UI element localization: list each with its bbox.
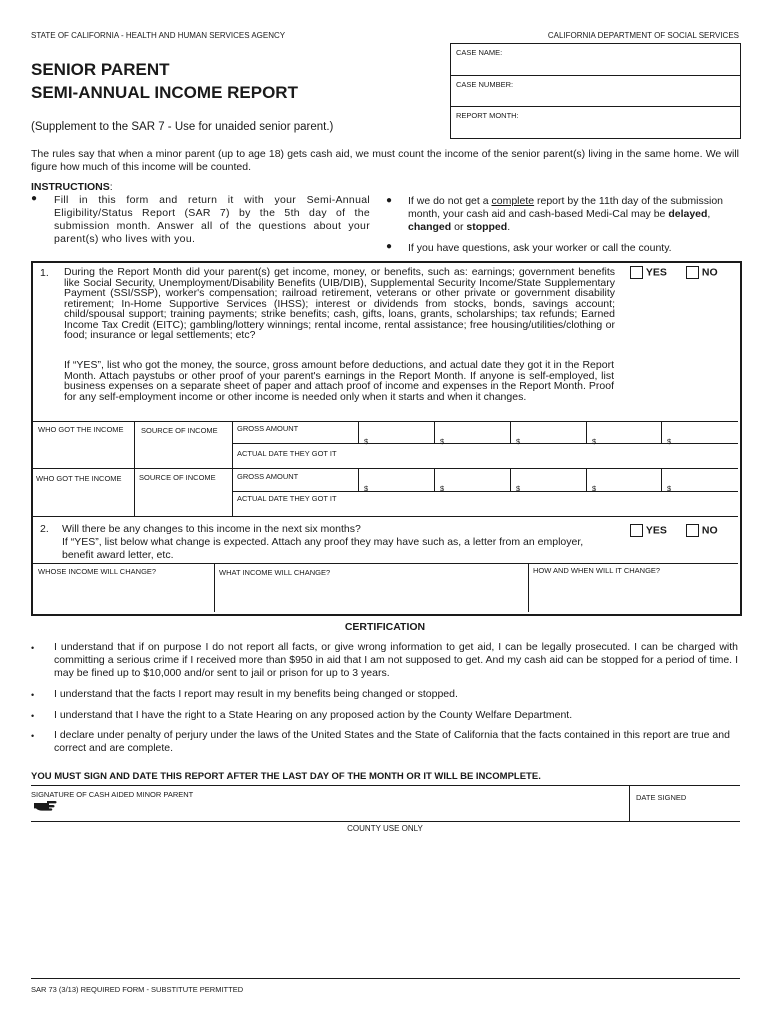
form-subtitle: (Supplement to the SAR 7 - Use for unaided senior parent.) <box>31 121 334 133</box>
bullet-icon: • <box>31 643 35 653</box>
signature-label: SIGNATURE OF CASH AIDED MINOR PARENT <box>31 790 194 799</box>
dollar-sign: $ <box>364 437 369 446</box>
dollar-sign: $ <box>364 484 369 493</box>
cert-item-2: I understand that the facts I report may result in my benefits being changed or stopped. <box>54 688 458 700</box>
case-number-label: CASE NUMBER: <box>456 80 514 89</box>
sign-warning: YOU MUST SIGN AND DATE THIS REPORT AFTER THE LAST DAY OF THE MONTH OR IT WILL BE INCOMPLETE. <box>31 771 541 782</box>
instructions-heading: INSTRUCTIONS: <box>31 181 113 193</box>
source-of-income-label: SOURCE OF INCOME <box>141 426 218 435</box>
form-footer: SAR 73 (3/13) REQUIRED FORM - SUBSTITUTE PERMITTED <box>31 985 244 994</box>
q1-no-option[interactable]: NO <box>686 266 718 279</box>
bullet-icon: • <box>31 690 35 700</box>
gross-amount-label: GROSS AMOUNT <box>237 472 299 481</box>
county-use-label: COUNTY USE ONLY <box>347 824 423 833</box>
source-of-income-label: SOURCE OF INCOME <box>139 473 216 482</box>
bullet-icon: • <box>31 711 35 721</box>
case-number-field[interactable] <box>456 90 736 105</box>
q1-followup: If “YES”, list who got the money, the source, gross amount before deductions, and actual date they got it in the Report Month. Attach paystubs or other proof of your parent's earnings in the Report Month. If anyone is self-employed, list business expenses on a separate sheet of paper and attach proof of income and expenses in the Report Month. Proof for any self-employment income or other income is needed only when it starts and when it changes. <box>64 359 614 403</box>
q2-no-checkbox[interactable] <box>686 524 699 537</box>
report-month-label: REPORT MONTH: <box>456 111 519 120</box>
bullet-icon: • <box>31 731 35 741</box>
cert-item-1: I understand that if on purpose I do not report all facts, or give wrong information to get aid, I can be legally prosecuted. I can be charged with committing a serious crime if I received more than $950 in aid that I am not supposed to get. And my cash aid can be stopped for a period of time. I may be fined up to $10,000 and/or sent to jail or prison for up to 3 years. <box>54 641 738 679</box>
instructions-left: Fill in this form and return it with your Semi-Annual Eligibility/Status Report (SAR 7) by the 5th day of the submission month. Answer all of the questions about your parent(s) who lives with you. <box>54 194 370 245</box>
agency-name: STATE OF CALIFORNIA - HEALTH AND HUMAN SERVICES AGENCY <box>31 31 286 40</box>
who-got-income-label: WHO GOT THE INCOME <box>38 425 124 434</box>
date-signed-label: DATE SIGNED <box>636 793 687 802</box>
q1-number: 1. <box>40 267 49 279</box>
q1-yes-option[interactable]: YES <box>630 266 667 279</box>
q2-text: Will there be any changes to this income in the next six months? <box>62 523 361 535</box>
department-name: CALIFORNIA DEPARTMENT OF SOCIAL SERVICES <box>547 31 739 40</box>
date-signed-field[interactable] <box>632 802 738 820</box>
form-title-line2: SEMI-ANNUAL INCOME REPORT <box>31 83 298 102</box>
q2-number: 2. <box>40 523 49 535</box>
dollar-sign: $ <box>592 484 597 493</box>
q2-yes-checkbox[interactable] <box>630 524 643 537</box>
q1-text: During the Report Month did your parent(s) get income, money, or benefits, such as: earnings; government benefits like Social Security, Unemployment/Disability Benefits (UIB/DIB), Supplemental Security Income/State Supplementary Payment (SSI/SSP), worker's compensation; railroad retirement, veterans or other private or government disability retirement; In-Home Supportive Services (IHSS); interest or dividends from stocks, bonds, savings account; child/spousal support; training payments; strike benefits; cash, gifts, loans, grants, scholarships; tax refunds; Earned Income Tax Credit (EITC); gambling/lottery winnings; rental income, rental assistance; free housing/utilities/clothing or food; insurance or legal settlements; etc? <box>64 266 615 341</box>
what-income-label: WHAT INCOME WILL CHANGE? <box>219 568 331 577</box>
q2-yes-option[interactable]: YES <box>630 524 667 537</box>
report-month-field[interactable] <box>456 121 736 137</box>
bullet-icon: ● <box>386 241 393 252</box>
dollar-sign: $ <box>667 484 672 493</box>
q1-yes-checkbox[interactable] <box>630 266 643 279</box>
bullet-icon: ● <box>31 193 38 204</box>
who-got-income-label: WHO GOT THE INCOME <box>36 474 122 483</box>
dollar-sign: $ <box>592 437 597 446</box>
intro-text: The rules say that when a minor parent (up to age 18) gets cash aid, we must count the income of the senior parent(s) living in the same home. We will figure how much of this income will be counted. <box>31 148 739 173</box>
dollar-sign: $ <box>667 437 672 446</box>
dollar-sign: $ <box>440 484 445 493</box>
case-name-label: CASE NAME: <box>456 48 503 57</box>
case-name-field[interactable] <box>456 58 736 74</box>
cert-item-4: I declare under penalty of perjury under the laws of the United States and the State of California that the facts contained in this report are true and correct and are complete. <box>54 729 730 754</box>
bullet-icon: ● <box>386 195 393 206</box>
actual-date-label: ACTUAL DATE THEY GOT IT <box>237 494 337 503</box>
dollar-sign: $ <box>516 484 521 493</box>
dollar-sign: $ <box>516 437 521 446</box>
dollar-sign: $ <box>440 437 445 446</box>
gross-amount-label: GROSS AMOUNT <box>237 424 299 433</box>
how-when-label: HOW AND WHEN WILL IT CHANGE? <box>533 566 661 575</box>
signature-field[interactable] <box>33 788 628 820</box>
whose-income-label: WHOSE INCOME WILL CHANGE? <box>38 567 157 576</box>
certification-heading: CERTIFICATION <box>344 621 426 633</box>
instructions-right-1: If we do not get a complete report by the 11th day of the submission month, your cash aid and cash-based Medi-Cal may be delayed, changed or stopped. <box>408 195 724 233</box>
cert-item-3: I understand that I have the right to a State Hearing on any proposed action by the County Welfare Department. <box>54 709 573 721</box>
actual-date-label: ACTUAL DATE THEY GOT IT <box>237 449 337 458</box>
form-title-line1: SENIOR PARENT <box>31 60 170 79</box>
q2-followup: If “YES”, list below what change is expected. Attach any proof they may have such as, a letter from an employer, benefit award letter, etc. <box>62 536 584 561</box>
q1-no-checkbox[interactable] <box>686 266 699 279</box>
q2-no-option[interactable]: NO <box>686 524 718 537</box>
instructions-right-2: If you have questions, ask your worker or call the county. <box>408 242 672 254</box>
